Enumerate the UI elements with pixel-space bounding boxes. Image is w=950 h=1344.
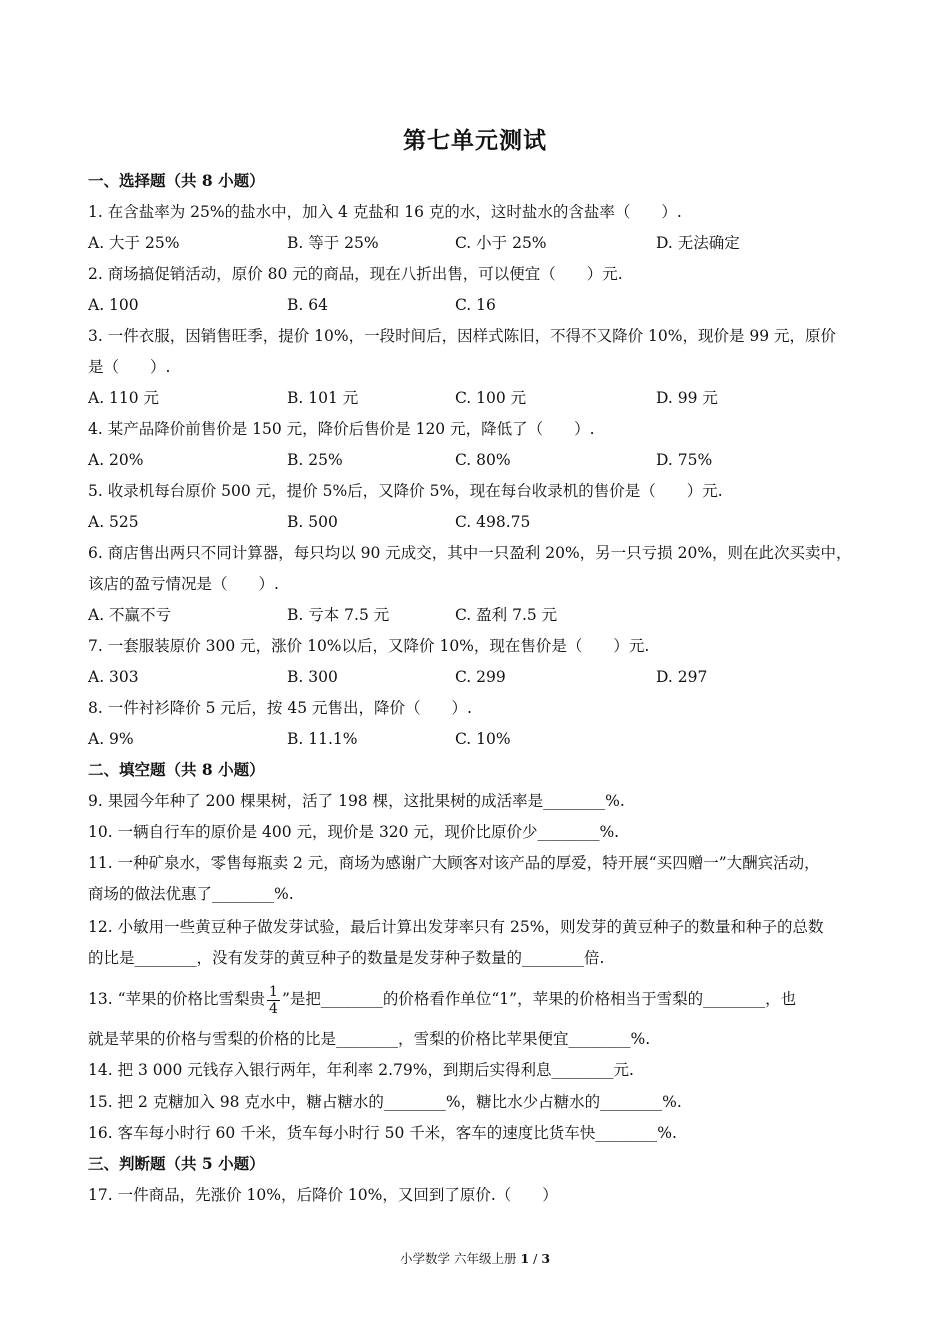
question-3-line2: 是（ ）. bbox=[88, 358, 171, 376]
q7-option-c: C. 299 bbox=[455, 668, 506, 686]
question-13-line2: 就是苹果的价格与雪梨的价格的比是________，雪梨的价格比苹果便宜________%. bbox=[88, 1030, 651, 1048]
page-footer bbox=[0, 1249, 950, 1267]
q5-option-c: C. 498.75 bbox=[455, 513, 531, 531]
q3-option-c: C. 100 元 bbox=[455, 389, 527, 407]
question-7: 7. 一套服装原价 300 元，涨价 10%以后，又降价 10%，现在售价是（ ）元. bbox=[88, 637, 650, 655]
footer-label: 小学数学 六年级上册 bbox=[399, 1251, 521, 1266]
section-choice-heading: 一、选择题（共 8 小题） bbox=[88, 171, 265, 190]
fraction-denominator: 4 bbox=[269, 1000, 278, 1017]
q7-option-b: B. 300 bbox=[287, 668, 338, 686]
q1-option-d: D. 无法确定 bbox=[656, 234, 740, 252]
question-17: 17. 一件商品，先涨价 10%，后降价 10%，又回到了原价.（ ） bbox=[88, 1186, 558, 1204]
q8-option-b: B. 11.1% bbox=[287, 730, 358, 748]
q4-option-c: C. 80% bbox=[455, 451, 511, 469]
q2-option-b: B. 64 bbox=[287, 296, 328, 314]
question-6-line2: 该店的盈亏情况是（ ）. bbox=[88, 575, 279, 593]
question-8: 8. 一件衬衫降价 5 元后，按 45 元售出，降价（ ）. bbox=[88, 699, 472, 717]
fraction-numerator: 1 bbox=[269, 983, 278, 1000]
question-11-line1: 11. 一种矿泉水，零售每瓶卖 2 元，商场为感谢广大顾客对该产品的厚爱，特开展“买四赠一”大酬宾活动， bbox=[88, 854, 820, 872]
q5-option-a: A. 525 bbox=[88, 513, 139, 531]
section-fill-heading: 二、填空题（共 8 小题） bbox=[88, 760, 265, 779]
q8-option-c: C. 10% bbox=[455, 730, 511, 748]
footer-page-total: 3 bbox=[541, 1251, 551, 1266]
question-5: 5. 收录机每台原价 500 元，提价 5%后，又降价 5%，现在每台收录机的售价是（ ）元. bbox=[88, 482, 723, 500]
q2-option-a: A. 100 bbox=[88, 296, 139, 314]
page-title: 第七单元测试 bbox=[403, 127, 547, 154]
q6-option-b: B. 亏本 7.5 元 bbox=[287, 606, 390, 624]
q6-option-c: C. 盈利 7.5 元 bbox=[455, 606, 558, 624]
q1-option-c: C. 小于 25% bbox=[455, 234, 547, 252]
one-quarter-fraction bbox=[267, 984, 280, 1017]
question-2: 2. 商场搞促销活动，原价 80 元的商品，现在八折出售，可以便宜（ ）元. bbox=[88, 265, 623, 283]
question-4: 4. 某产品降价前售价是 150 元，降价后售价是 120 元，降低了（ ）. bbox=[88, 420, 595, 438]
question-13-line1 bbox=[88, 982, 796, 1017]
question-6-line1: 6. 商店售出两只不同计算器，每只均以 90 元成交，其中一只盈利 20%，另一只亏损 20%，则在此次买卖中， bbox=[88, 544, 852, 562]
q1-option-b: B. 等于 25% bbox=[287, 234, 379, 252]
q7-option-a: A. 303 bbox=[88, 668, 139, 686]
section-judge-heading: 三、判断题（共 5 小题） bbox=[88, 1154, 265, 1173]
question-14: 14. 把 3 000 元钱存入银行两年，年利率 2.79%，到期后实得利息________元. bbox=[88, 1061, 634, 1079]
q1-option-a: A. 大于 25% bbox=[88, 234, 180, 252]
footer-separator: / bbox=[529, 1251, 542, 1266]
q13-text-after-fraction: ”是把________的价格看作单位“1”，苹果的价格相当于雪梨的________，也 bbox=[281, 990, 797, 1008]
question-15: 15. 把 2 克糖加入 98 克水中，糖占糖水的________%，糖比水少占糖水的________%. bbox=[88, 1093, 682, 1111]
question-3-line1: 3. 一件衣服，因销售旺季，提价 10%，一段时间后，因样式陈旧，不得不又降价 10%，现价是 99 元，原价 bbox=[88, 327, 837, 345]
question-16: 16. 客车每小时行 60 千米，货车每小时行 50 千米，客车的速度比货车快________%. bbox=[88, 1124, 677, 1142]
q13-text-before-fraction: 13. “苹果的价格比雪梨贵 bbox=[88, 990, 266, 1008]
q5-option-b: B. 500 bbox=[287, 513, 338, 531]
question-12-line1: 12. 小敏用一些黄豆种子做发芽试验，最后计算出发芽率只有 25%，则发芽的黄豆种子的数量和种子的总数 bbox=[88, 918, 824, 936]
question-1: 1. 在含盐率为 25%的盐水中，加入 4 克盐和 16 克的水，这时盐水的含盐率（ ）. bbox=[88, 203, 682, 221]
question-9: 9. 果园今年种了 200 棵果树，活了 198 棵，这批果树的成活率是________%. bbox=[88, 792, 625, 810]
footer-page-number: 1 bbox=[520, 1251, 530, 1266]
question-11-line2: 商场的做法优惠了________%. bbox=[88, 885, 294, 903]
q4-option-d: D. 75% bbox=[656, 451, 713, 469]
q6-option-a: A. 不赢不亏 bbox=[88, 606, 172, 624]
q3-option-d: D. 99 元 bbox=[656, 389, 718, 407]
q3-option-b: B. 101 元 bbox=[287, 389, 359, 407]
q4-option-a: A. 20% bbox=[88, 451, 144, 469]
question-12-line2: 的比是________，没有发芽的黄豆种子的数量是发芽种子数量的________倍. bbox=[88, 949, 605, 967]
q3-option-a: A. 110 元 bbox=[88, 389, 160, 407]
q4-option-b: B. 25% bbox=[287, 451, 343, 469]
q8-option-a: A. 9% bbox=[88, 730, 134, 748]
q2-option-c: C. 16 bbox=[455, 296, 496, 314]
question-10: 10. 一辆自行车的原价是 400 元，现价是 320 元，现价比原价少________%. bbox=[88, 823, 620, 841]
q7-option-d: D. 297 bbox=[656, 668, 708, 686]
